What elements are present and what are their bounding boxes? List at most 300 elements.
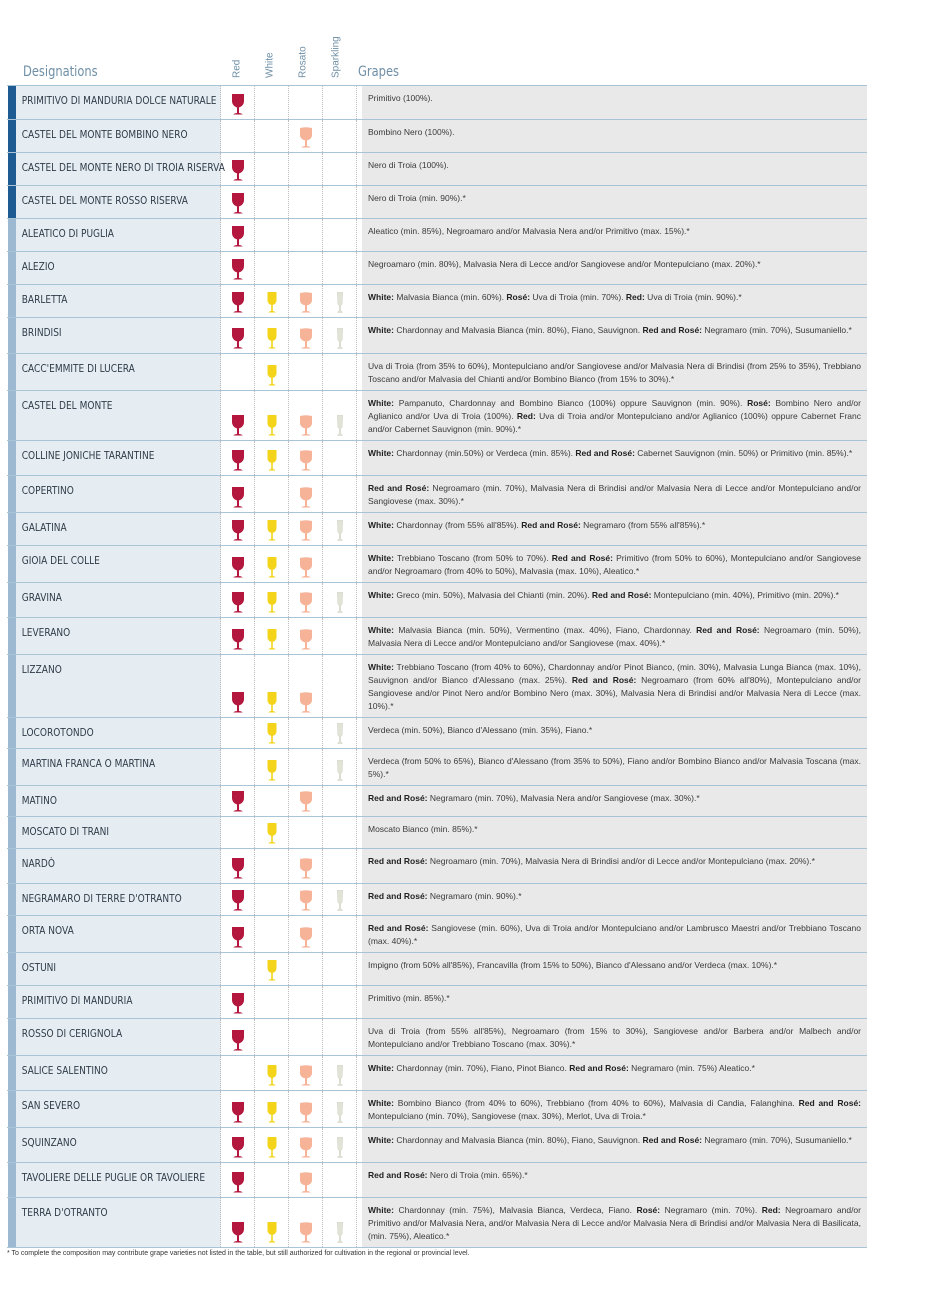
rosato-cell (289, 717, 323, 748)
grapes-text: Uva di Troia (from 55% all'85%), Negroamaro (from 15% to 30%), Sangiovese and/or Barbera and/or Malbech and/or Montepulciano and/or Trebbiano Toscano (max. 30%).* (362, 1018, 867, 1055)
designation-name: LOCOROTONDO (16, 717, 221, 748)
red-wine-icon (231, 791, 245, 812)
red-cell (221, 883, 255, 915)
rosato-cell (289, 440, 323, 475)
grapes-text: Primitivo (min. 85%).* (362, 985, 867, 1018)
table-row (7, 545, 867, 582)
rosato-wine-icon (299, 487, 313, 508)
table-body (7, 86, 867, 1247)
sparkling-cell (323, 512, 357, 545)
table-row (7, 251, 867, 284)
region-bar (7, 390, 16, 440)
red-wine-icon (231, 193, 245, 214)
grapes-text: Red and Rosé: Negramaro (min. 70%), Malvasia Nera and/or Sangiovese (max. 30%).* (362, 785, 867, 816)
grapes-text: White: Pampanuto, Chardonnay and Bombino Bianco (100%) oppure Sauvignon (min. 90%). Rosé: Bombino Nero and/or Aglianico and/or Uva di Troia (100%). Red: Uva di Troia and/or Montepulciano and/or Aglianico (100%) oppure Cabernet Franc and/or Cabernet Sauvignon (min. 90%).* (362, 390, 867, 440)
region-bar (7, 883, 16, 915)
white-cell (255, 1090, 289, 1127)
white-cell (255, 119, 289, 152)
rosato-wine-icon (299, 415, 313, 436)
sparkling-wine-icon (336, 723, 344, 744)
designation-name: CASTEL DEL MONTE (16, 390, 221, 440)
white-cell (255, 440, 289, 475)
table-row (7, 717, 867, 748)
grapes-text: White: Chardonnay (min.50%) or Verdeca (min. 85%). Red and Rosé: Cabernet Sauvignon (min. 50%) or Primitivo (min. 85%).* (362, 440, 867, 475)
grapes-text: White: Chardonnay (from 55% all'85%). Red and Rosé: Negramaro (from 55% all'85%).* (362, 512, 867, 545)
table-row (7, 816, 867, 848)
rosato-wine-icon (299, 890, 313, 911)
designation-name: ROSSO DI CERIGNOLA (16, 1018, 221, 1055)
designation-name: MARTINA FRANCA O MARTINA (16, 748, 221, 785)
rosato-column-header: Rosato (297, 46, 308, 78)
red-wine-icon (231, 557, 245, 578)
region-bar (7, 475, 16, 512)
white-wine-icon (266, 328, 278, 349)
red-cell (221, 816, 255, 848)
rosato-cell (289, 985, 323, 1018)
sparkling-cell (323, 317, 357, 353)
rosato-wine-icon (299, 1172, 313, 1193)
red-cell (221, 915, 255, 952)
table-row (7, 284, 867, 317)
grapes-text: Red and Rosé: Negroamaro (min. 70%), Malvasia Nera di Brindisi and/or di Lecce and/or Montepulciano (max. 20%).* (362, 848, 867, 883)
sparkling-wine-icon (336, 1222, 344, 1243)
table-row (7, 1127, 867, 1162)
table-row (7, 152, 867, 185)
rosato-cell (289, 785, 323, 816)
sparkling-cell (323, 748, 357, 785)
rosato-cell (289, 915, 323, 952)
white-cell (255, 251, 289, 284)
region-bar (7, 218, 16, 251)
region-bar (7, 952, 16, 985)
red-cell (221, 952, 255, 985)
red-column-header: Red (231, 59, 242, 78)
sparkling-cell (323, 185, 357, 218)
designation-name: LIZZANO (16, 654, 221, 717)
rosato-cell (289, 1162, 323, 1197)
white-wine-icon (266, 592, 278, 613)
table-row (7, 985, 867, 1018)
rosato-cell (289, 512, 323, 545)
white-cell (255, 1197, 289, 1247)
white-cell (255, 748, 289, 785)
sparkling-cell (323, 952, 357, 985)
table-row (7, 883, 867, 915)
red-wine-icon (231, 993, 245, 1014)
grapes-text: Red and Rosé: Negroamaro (min. 70%), Malvasia Nera di Brindisi and/or Malvasia Nera di Lecce and/or Montepulciano and/or Sangiovese (max. 30%).* (362, 475, 867, 512)
designation-name: SALICE SALENTINO (16, 1055, 221, 1090)
white-wine-icon (266, 760, 278, 781)
grapes-text: White: Chardonnay (min. 70%), Fiano, Pinot Bianco. Red and Rosé: Negramaro (min. 75%) Aleatico.* (362, 1055, 867, 1090)
designation-name: TERRA D'OTRANTO (16, 1197, 221, 1247)
red-wine-icon (231, 1222, 245, 1243)
white-wine-icon (266, 723, 278, 744)
rosato-cell (289, 654, 323, 717)
red-cell (221, 185, 255, 218)
red-wine-icon (231, 927, 245, 948)
white-cell (255, 785, 289, 816)
designation-name: MOSCATO DI TRANI (16, 816, 221, 848)
rosato-cell (289, 582, 323, 617)
table-header (7, 30, 867, 86)
region-bar (7, 317, 16, 353)
rosato-cell (289, 848, 323, 883)
rosato-cell (289, 617, 323, 654)
red-cell (221, 617, 255, 654)
grapes-text: White: Malvasia Bianca (min. 60%). Rosé: Uva di Troia (min. 70%). Red: Uva di Troia (min. 90%).* (362, 284, 867, 317)
rosato-cell (289, 119, 323, 152)
red-cell (221, 512, 255, 545)
white-cell (255, 915, 289, 952)
region-bar (7, 119, 16, 152)
table-row (7, 1055, 867, 1090)
sparkling-cell (323, 985, 357, 1018)
sparkling-cell (323, 617, 357, 654)
designations-heading: Designations (23, 64, 98, 80)
red-cell (221, 475, 255, 512)
rosato-wine-icon (299, 520, 313, 541)
table-row (7, 654, 867, 717)
region-bar (7, 1162, 16, 1197)
white-wine-icon (266, 1137, 278, 1158)
sparkling-cell (323, 1127, 357, 1162)
rosato-cell (289, 317, 323, 353)
white-cell (255, 617, 289, 654)
table-row (7, 353, 867, 390)
rosato-cell (289, 748, 323, 785)
designation-name: GRAVINA (16, 582, 221, 617)
region-bar (7, 985, 16, 1018)
sparkling-cell (323, 1055, 357, 1090)
sparkling-wine-icon (336, 760, 344, 781)
rosato-wine-icon (299, 557, 313, 578)
sparkling-wine-icon (336, 328, 344, 349)
white-cell (255, 152, 289, 185)
white-cell (255, 1018, 289, 1055)
rosato-wine-icon (299, 1222, 313, 1243)
designation-name: ALEZIO (16, 251, 221, 284)
sparkling-cell (323, 1090, 357, 1127)
white-cell (255, 1127, 289, 1162)
rosato-cell (289, 1127, 323, 1162)
sparkling-cell (323, 915, 357, 952)
red-cell (221, 1197, 255, 1247)
red-cell (221, 440, 255, 475)
red-wine-icon (231, 487, 245, 508)
sparkling-cell (323, 582, 357, 617)
red-cell (221, 848, 255, 883)
red-cell (221, 119, 255, 152)
rosato-cell (289, 390, 323, 440)
white-cell (255, 848, 289, 883)
grapes-text: White: Chardonnay (min. 75%), Malvasia Bianca, Verdeca, Fiano. Rosé: Negramaro (min. 70%). Red: Negroamaro and/or Primitivo and/or Malvasia Nera, and/or Malvasia Nera di Lecce and/or Malvasia Nera di Brindisi and/or Malvasia Nera di Basilicata, (min. 75%), Aleatico.* (362, 1197, 867, 1247)
white-wine-icon (266, 450, 278, 471)
white-cell (255, 816, 289, 848)
rosato-cell (289, 1018, 323, 1055)
region-bar (7, 152, 16, 185)
table-row (7, 1162, 867, 1197)
rosato-wine-icon (299, 292, 313, 313)
white-cell (255, 883, 289, 915)
designation-name: ORTA NOVA (16, 915, 221, 952)
red-cell (221, 1018, 255, 1055)
red-cell (221, 1055, 255, 1090)
rosato-cell (289, 284, 323, 317)
white-cell (255, 717, 289, 748)
red-cell (221, 1162, 255, 1197)
rosato-cell (289, 883, 323, 915)
sparkling-cell (323, 1018, 357, 1055)
rosato-wine-icon (299, 1137, 313, 1158)
rosato-wine-icon (299, 692, 313, 713)
rosato-wine-icon (299, 791, 313, 812)
sparkling-cell (323, 218, 357, 251)
rosato-cell (289, 545, 323, 582)
white-wine-icon (266, 520, 278, 541)
grapes-text: White: Malvasia Bianca (min. 50%), Vermentino (max. 40%), Fiano, Chardonnay. Red and Rosé: Negroamaro (min. 50%), Malvasia Nera di Lecce and/or Montepulciano and/or Sangiovese (max. 40%).* (362, 617, 867, 654)
sparkling-cell (323, 390, 357, 440)
red-cell (221, 545, 255, 582)
red-wine-icon (231, 629, 245, 650)
table-row (7, 185, 867, 218)
red-cell (221, 317, 255, 353)
table-row (7, 848, 867, 883)
rosato-cell (289, 353, 323, 390)
region-bar (7, 848, 16, 883)
sparkling-wine-icon (336, 415, 344, 436)
white-cell (255, 952, 289, 985)
sparkling-column-header: Sparkling (330, 36, 341, 78)
footnote: * To complete the composition may contribute grape varieties not listed in the table, but still authorized for cultivation in the regional or provincial level. (7, 1250, 470, 1257)
rosato-wine-icon (299, 328, 313, 349)
white-cell (255, 582, 289, 617)
white-cell (255, 1055, 289, 1090)
red-wine-icon (231, 259, 245, 280)
table-row (7, 1018, 867, 1055)
table-row (7, 1090, 867, 1127)
sparkling-cell (323, 883, 357, 915)
red-wine-icon (231, 1137, 245, 1158)
region-bar (7, 582, 16, 617)
white-cell (255, 284, 289, 317)
rosato-wine-icon (299, 592, 313, 613)
rosato-cell (289, 185, 323, 218)
grapes-text: White: Chardonnay and Malvasia Bianca (min. 80%), Fiano, Sauvignon. Red and Rosé: Negramaro (min. 70%), Susumaniello.* (362, 317, 867, 353)
red-cell (221, 654, 255, 717)
region-bar (7, 251, 16, 284)
region-bar (7, 512, 16, 545)
rosato-wine-icon (299, 1102, 313, 1123)
red-wine-icon (231, 292, 245, 313)
white-wine-icon (266, 415, 278, 436)
sparkling-cell (323, 284, 357, 317)
designation-name: TAVOLIERE DELLE PUGLIE OR TAVOLIERE (16, 1162, 221, 1197)
sparkling-wine-icon (336, 292, 344, 313)
red-cell (221, 985, 255, 1018)
sparkling-cell (323, 717, 357, 748)
sparkling-cell (323, 654, 357, 717)
red-cell (221, 1127, 255, 1162)
white-wine-icon (266, 292, 278, 313)
sparkling-cell (323, 119, 357, 152)
white-wine-icon (266, 1065, 278, 1086)
region-bar (7, 748, 16, 785)
designation-name: LEVERANO (16, 617, 221, 654)
rosato-cell (289, 86, 323, 119)
designation-name: SAN SEVERO (16, 1090, 221, 1127)
table-row (7, 440, 867, 475)
sparkling-cell (323, 545, 357, 582)
grapes-text: Aleatico (min. 85%), Negroamaro and/or Malvasia Nera and/or Primitivo (max. 15%).* (362, 218, 867, 251)
region-bar (7, 1127, 16, 1162)
table-row (7, 86, 867, 119)
white-wine-icon (266, 365, 278, 386)
red-wine-icon (231, 520, 245, 541)
grapes-text: White: Greco (min. 50%), Malvasia del Chianti (min. 20%). Red and Rosé: Montepulciano (min. 40%), Primitivo (min. 20%).* (362, 582, 867, 617)
grapes-text: Nero di Troia (min. 90%).* (362, 185, 867, 218)
designation-name: COPERTINO (16, 475, 221, 512)
red-cell (221, 1090, 255, 1127)
rosato-cell (289, 1090, 323, 1127)
red-cell (221, 86, 255, 119)
designation-name: OSTUNI (16, 952, 221, 985)
designation-name: SQUINZANO (16, 1127, 221, 1162)
table-row (7, 582, 867, 617)
white-cell (255, 218, 289, 251)
red-cell (221, 748, 255, 785)
rosato-wine-icon (299, 858, 313, 879)
table-row (7, 748, 867, 785)
region-bar (7, 915, 16, 952)
sparkling-cell (323, 353, 357, 390)
red-cell (221, 582, 255, 617)
red-wine-icon (231, 890, 245, 911)
designation-name: NEGRAMARO DI TERRE D'OTRANTO (16, 883, 221, 915)
white-wine-icon (266, 557, 278, 578)
designation-name: BRINDISI (16, 317, 221, 353)
table-row (7, 475, 867, 512)
grapes-heading: Grapes (358, 64, 399, 80)
region-bar (7, 440, 16, 475)
grapes-text: Negroamaro (min. 80%), Malvasia Nera di Lecce and/or Sangiovese and/or Montepulciano (max. 20%).* (362, 251, 867, 284)
white-wine-icon (266, 629, 278, 650)
white-wine-icon (266, 1222, 278, 1243)
table-row (7, 915, 867, 952)
red-cell (221, 152, 255, 185)
red-cell (221, 785, 255, 816)
rosato-cell (289, 251, 323, 284)
sparkling-cell (323, 475, 357, 512)
sparkling-cell (323, 848, 357, 883)
red-wine-icon (231, 692, 245, 713)
red-cell (221, 284, 255, 317)
red-cell (221, 218, 255, 251)
rosato-cell (289, 816, 323, 848)
rosato-wine-icon (299, 629, 313, 650)
white-cell (255, 475, 289, 512)
white-column-header: White (264, 52, 275, 78)
sparkling-cell (323, 251, 357, 284)
designation-name: CASTEL DEL MONTE ROSSO RISERVA (16, 185, 221, 218)
red-cell (221, 390, 255, 440)
sparkling-wine-icon (336, 520, 344, 541)
region-bar (7, 785, 16, 816)
designation-name: ALEATICO DI PUGLIA (16, 218, 221, 251)
grapes-text: White: Trebbiano Toscano (from 40% to 60%), Chardonnay and/or Pinot Bianco, (min. 30%), Malvasia Lunga Bianca (max. 10%), Sauvignon and/or Bianco d'Alessano (max. 25%). Red and Rosé: Negroamaro (from 60% all'80%), Montepulciano and/or Sangiovese and/or Pinot Nero and/or Bombino Nero (max. 30%), Malvasia Nera di Brindisi and/or Malvasia Nera di Lecce (max. 10%).* (362, 654, 867, 717)
white-wine-icon (266, 692, 278, 713)
white-wine-icon (266, 960, 278, 981)
sparkling-wine-icon (336, 890, 344, 911)
rosato-wine-icon (299, 927, 313, 948)
region-bar (7, 1018, 16, 1055)
sparkling-cell (323, 1162, 357, 1197)
white-cell (255, 86, 289, 119)
white-cell (255, 1162, 289, 1197)
grapes-text: Verdeca (min. 50%), Bianco d'Alessano (min. 35%), Fiano.* (362, 717, 867, 748)
table-row (7, 512, 867, 545)
white-cell (255, 390, 289, 440)
sparkling-cell (323, 1197, 357, 1247)
sparkling-wine-icon (336, 592, 344, 613)
table-row (7, 218, 867, 251)
region-bar (7, 816, 16, 848)
sparkling-wine-icon (336, 1102, 344, 1123)
sparkling-cell (323, 816, 357, 848)
rosato-wine-icon (299, 127, 313, 148)
grapes-text: Uva di Troia (from 35% to 60%), Montepulciano and/or Sangiovese and/or Malvasia Nera di Brindisi (from 25% to 35%), Trebbiano Toscano and/or Malvasia del Chianti and/or Bombino Bianco (from 15% to 30%).* (362, 353, 867, 390)
table-row (7, 1197, 867, 1247)
designation-name: COLLINE JONICHE TARANTINE (16, 440, 221, 475)
red-cell (221, 717, 255, 748)
white-cell (255, 545, 289, 582)
grapes-text: Nero di Troia (100%). (362, 152, 867, 185)
white-cell (255, 185, 289, 218)
rosato-cell (289, 1055, 323, 1090)
grapes-text: Red and Rosé: Negramaro (min. 90%).* (362, 883, 867, 915)
sparkling-wine-icon (336, 1065, 344, 1086)
table-row (7, 785, 867, 816)
grapes-text: Red and Rosé: Sangiovese (min. 60%), Uva di Troia and/or Montepulciano and/or Lambrusco Maestri and/or Trebbiano Toscano (max. 40%).* (362, 915, 867, 952)
red-wine-icon (231, 592, 245, 613)
table-row (7, 317, 867, 353)
designation-name: BARLETTA (16, 284, 221, 317)
grapes-text: Bombino Nero (100%). (362, 119, 867, 152)
designation-name: GALATINA (16, 512, 221, 545)
grapes-text: Primitivo (100%). (362, 86, 867, 119)
white-cell (255, 512, 289, 545)
white-cell (255, 654, 289, 717)
region-bar (7, 1055, 16, 1090)
white-wine-icon (266, 823, 278, 844)
sparkling-cell (323, 440, 357, 475)
rosato-cell (289, 475, 323, 512)
designation-name: PRIMITIVO DI MANDURIA DOLCE NATURALE (16, 86, 221, 119)
sparkling-wine-icon (336, 1137, 344, 1158)
designation-name: NARDÒ (16, 848, 221, 883)
region-bar (7, 545, 16, 582)
rosato-cell (289, 152, 323, 185)
region-bar (7, 284, 16, 317)
wine-table (7, 30, 867, 1248)
red-cell (221, 251, 255, 284)
region-bar (7, 1090, 16, 1127)
table-row (7, 119, 867, 152)
designation-name: MATINO (16, 785, 221, 816)
rosato-cell (289, 218, 323, 251)
grapes-text: Moscato Bianco (min. 85%).* (362, 816, 867, 848)
rosato-wine-icon (299, 1065, 313, 1086)
white-cell (255, 353, 289, 390)
